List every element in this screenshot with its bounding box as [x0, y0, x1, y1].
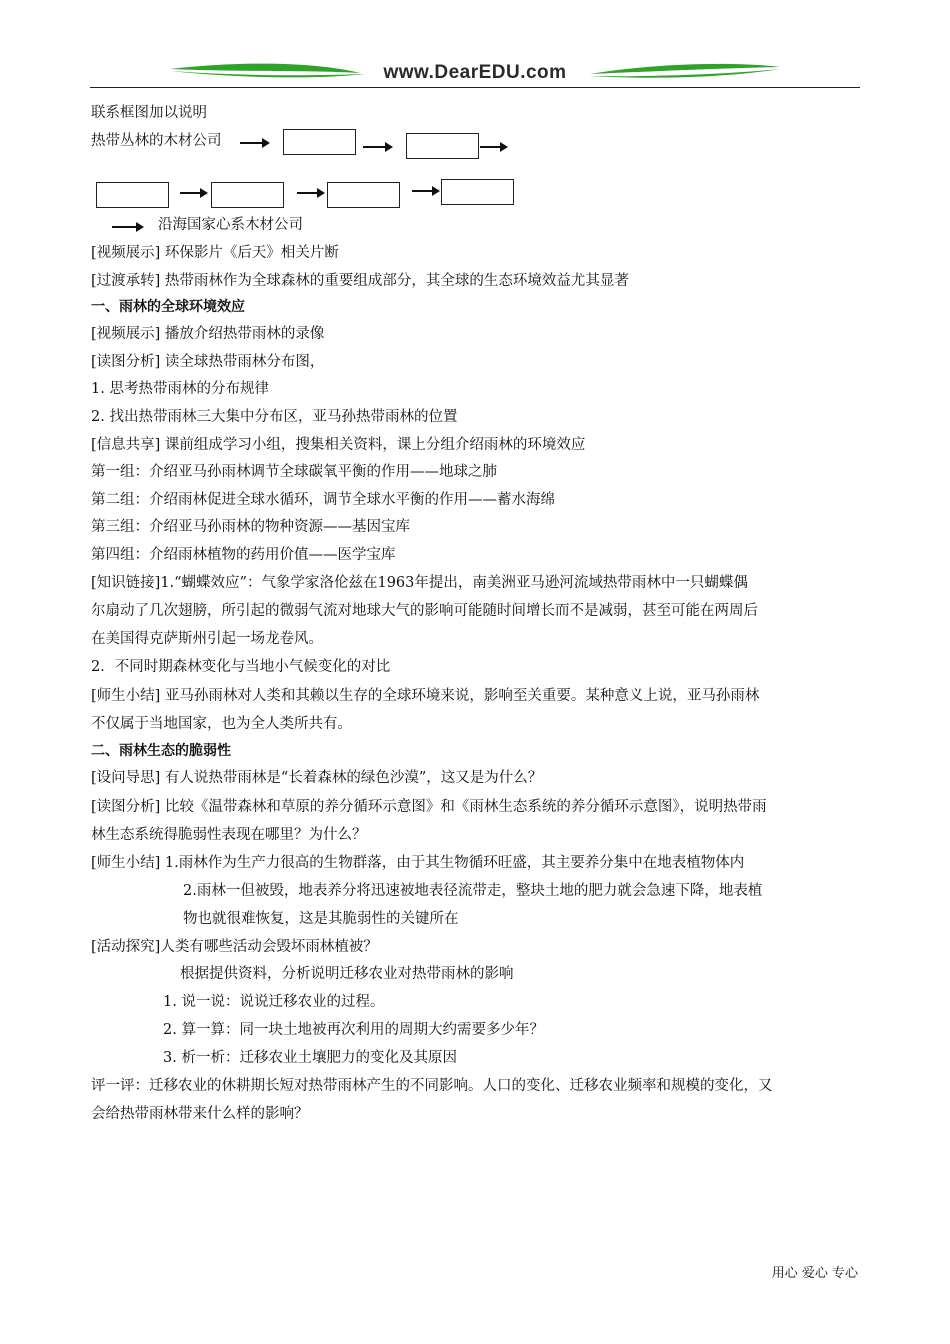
- section-heading: 二、雨林生态的脆弱性: [91, 743, 231, 759]
- diagram-intro: 联系框图加以说明: [91, 105, 207, 121]
- site-logo-text[interactable]: www.DearEDU.com: [383, 62, 567, 83]
- text-line: 尔扇动了几次翅膀，所引起的微弱气流对地球大气的影响可能随时间增长而不是减弱，甚至可能在两周后: [91, 603, 758, 619]
- text-line: [信息共享] 课前组成学习小组，搜集相关资料，课上分组介绍雨林的环境效应: [91, 437, 586, 453]
- text-line: 林生态系统得脆弱性表现在哪里？为什么？: [91, 827, 367, 843]
- text-line: 不仅属于当地国家，也为全人类所共有。: [91, 716, 352, 732]
- text-line: [读图分析] 比较《温带森林和草原的养分循环示意图》和《雨林生态系统的养分循环示意图》，说明热带雨: [91, 799, 767, 815]
- flow-arrow: [480, 142, 508, 152]
- text-line: 1. 思考热带雨林的分布规律: [91, 381, 269, 397]
- blank-box-3: [96, 182, 169, 208]
- blank-box-2: [406, 133, 479, 159]
- text-line: 第二组：介绍雨林促进全球水循环，调节全球水平衡的作用——蓄水海绵: [91, 492, 555, 508]
- text-line: 物也就很难恢复，这是其脆弱性的关键所在: [183, 911, 459, 927]
- diagram-end-label: 沿海国家心系木材公司: [158, 217, 303, 233]
- text-line: 第一组：介绍亚马孙雨林调节全球碳氧平衡的作用——地球之肺: [91, 464, 497, 480]
- text-line: [知识链接]1.“蝴蝶效应”：气象学家洛伦兹在1963年提出，南美洲亚马逊河流域热带雨林中一只蝴蝶偶: [91, 575, 748, 591]
- text-line: 2. 找出热带雨林三大集中分布区，亚马孙热带雨林的位置: [91, 409, 458, 425]
- text-line: 根据提供资料，分析说明迁移农业对热带雨林的影响: [180, 966, 514, 982]
- text-line: [活动探究]人类有哪些活动会毁坏雨林植被？: [91, 939, 378, 955]
- page-footer: 用心 爱心 专心: [771, 1266, 858, 1281]
- text-line: 2．不同时期森林变化与当地小气候变化的对比: [91, 659, 391, 675]
- text-line: [视频展示] 播放介绍热带雨林的录像: [91, 326, 325, 342]
- text-line: [过渡承转] 热带雨林作为全球森林的重要组成部分，其全球的生态环境效益尤其显著: [91, 273, 629, 289]
- flow-arrow: [363, 142, 393, 152]
- text-line: [师生小结] 1.雨林作为生产力很高的生物群落，由于其生物循环旺盛，其主要养分集中在地表植物体内: [91, 855, 745, 871]
- flow-arrow: [112, 222, 144, 232]
- blank-box-4: [211, 182, 284, 208]
- text-line: [读图分析] 读全球热带雨林分布图，: [91, 354, 325, 370]
- diagram-start-label: 热带丛林的木材公司: [91, 133, 222, 149]
- blank-box-5: [327, 182, 400, 208]
- text-line: 2. 算一算：同一块土地被再次利用的周期大约需要多少年？: [163, 1022, 544, 1038]
- text-line: [师生小结] 亚马孙雨林对人类和其赖以生存的全球环境来说，影响至关重要。某种意义上说，亚马孙雨林: [91, 688, 760, 704]
- text-line: 第三组：介绍亚马孙雨林的物种资源——基因宝库: [91, 519, 410, 535]
- flow-arrow: [180, 188, 208, 198]
- flow-arrow: [297, 188, 325, 198]
- text-line: 会给热带雨林带来什么样的影响？: [91, 1106, 309, 1122]
- text-line: [视频展示] 环保影片《后天》相关片断: [91, 245, 339, 261]
- site-header: [90, 58, 860, 90]
- text-line: 3. 析一析：迁移农业土壤肥力的变化及其原因: [163, 1050, 457, 1066]
- flow-arrow: [412, 186, 440, 196]
- text-line: 第四组：介绍雨林植物的药用价值——医学宝库: [91, 547, 396, 563]
- text-line: 评一评：迁移农业的休耕期长短对热带雨林产生的不同影响。人口的变化、迁移农业频率和规模的变化，又: [91, 1078, 773, 1094]
- section-heading: 一、雨林的全球环境效应: [91, 299, 245, 315]
- blank-box-1: [283, 129, 356, 155]
- text-line: 1. 说一说：说说迁移农业的过程。: [163, 994, 385, 1010]
- flow-arrow: [240, 138, 270, 148]
- blank-box-6: [441, 179, 514, 205]
- header-divider: [90, 87, 860, 88]
- text-line: [设问导思] 有人说热带雨林是“长着森林的绿色沙漠”，这又是为什么？: [91, 770, 543, 786]
- text-line: 2.雨林一但被毁，地表养分将迅速被地表径流带走，整块土地的肥力就会急速下降，地表植: [183, 883, 763, 899]
- text-line: 在美国得克萨斯州引起一场龙卷风。: [91, 631, 323, 647]
